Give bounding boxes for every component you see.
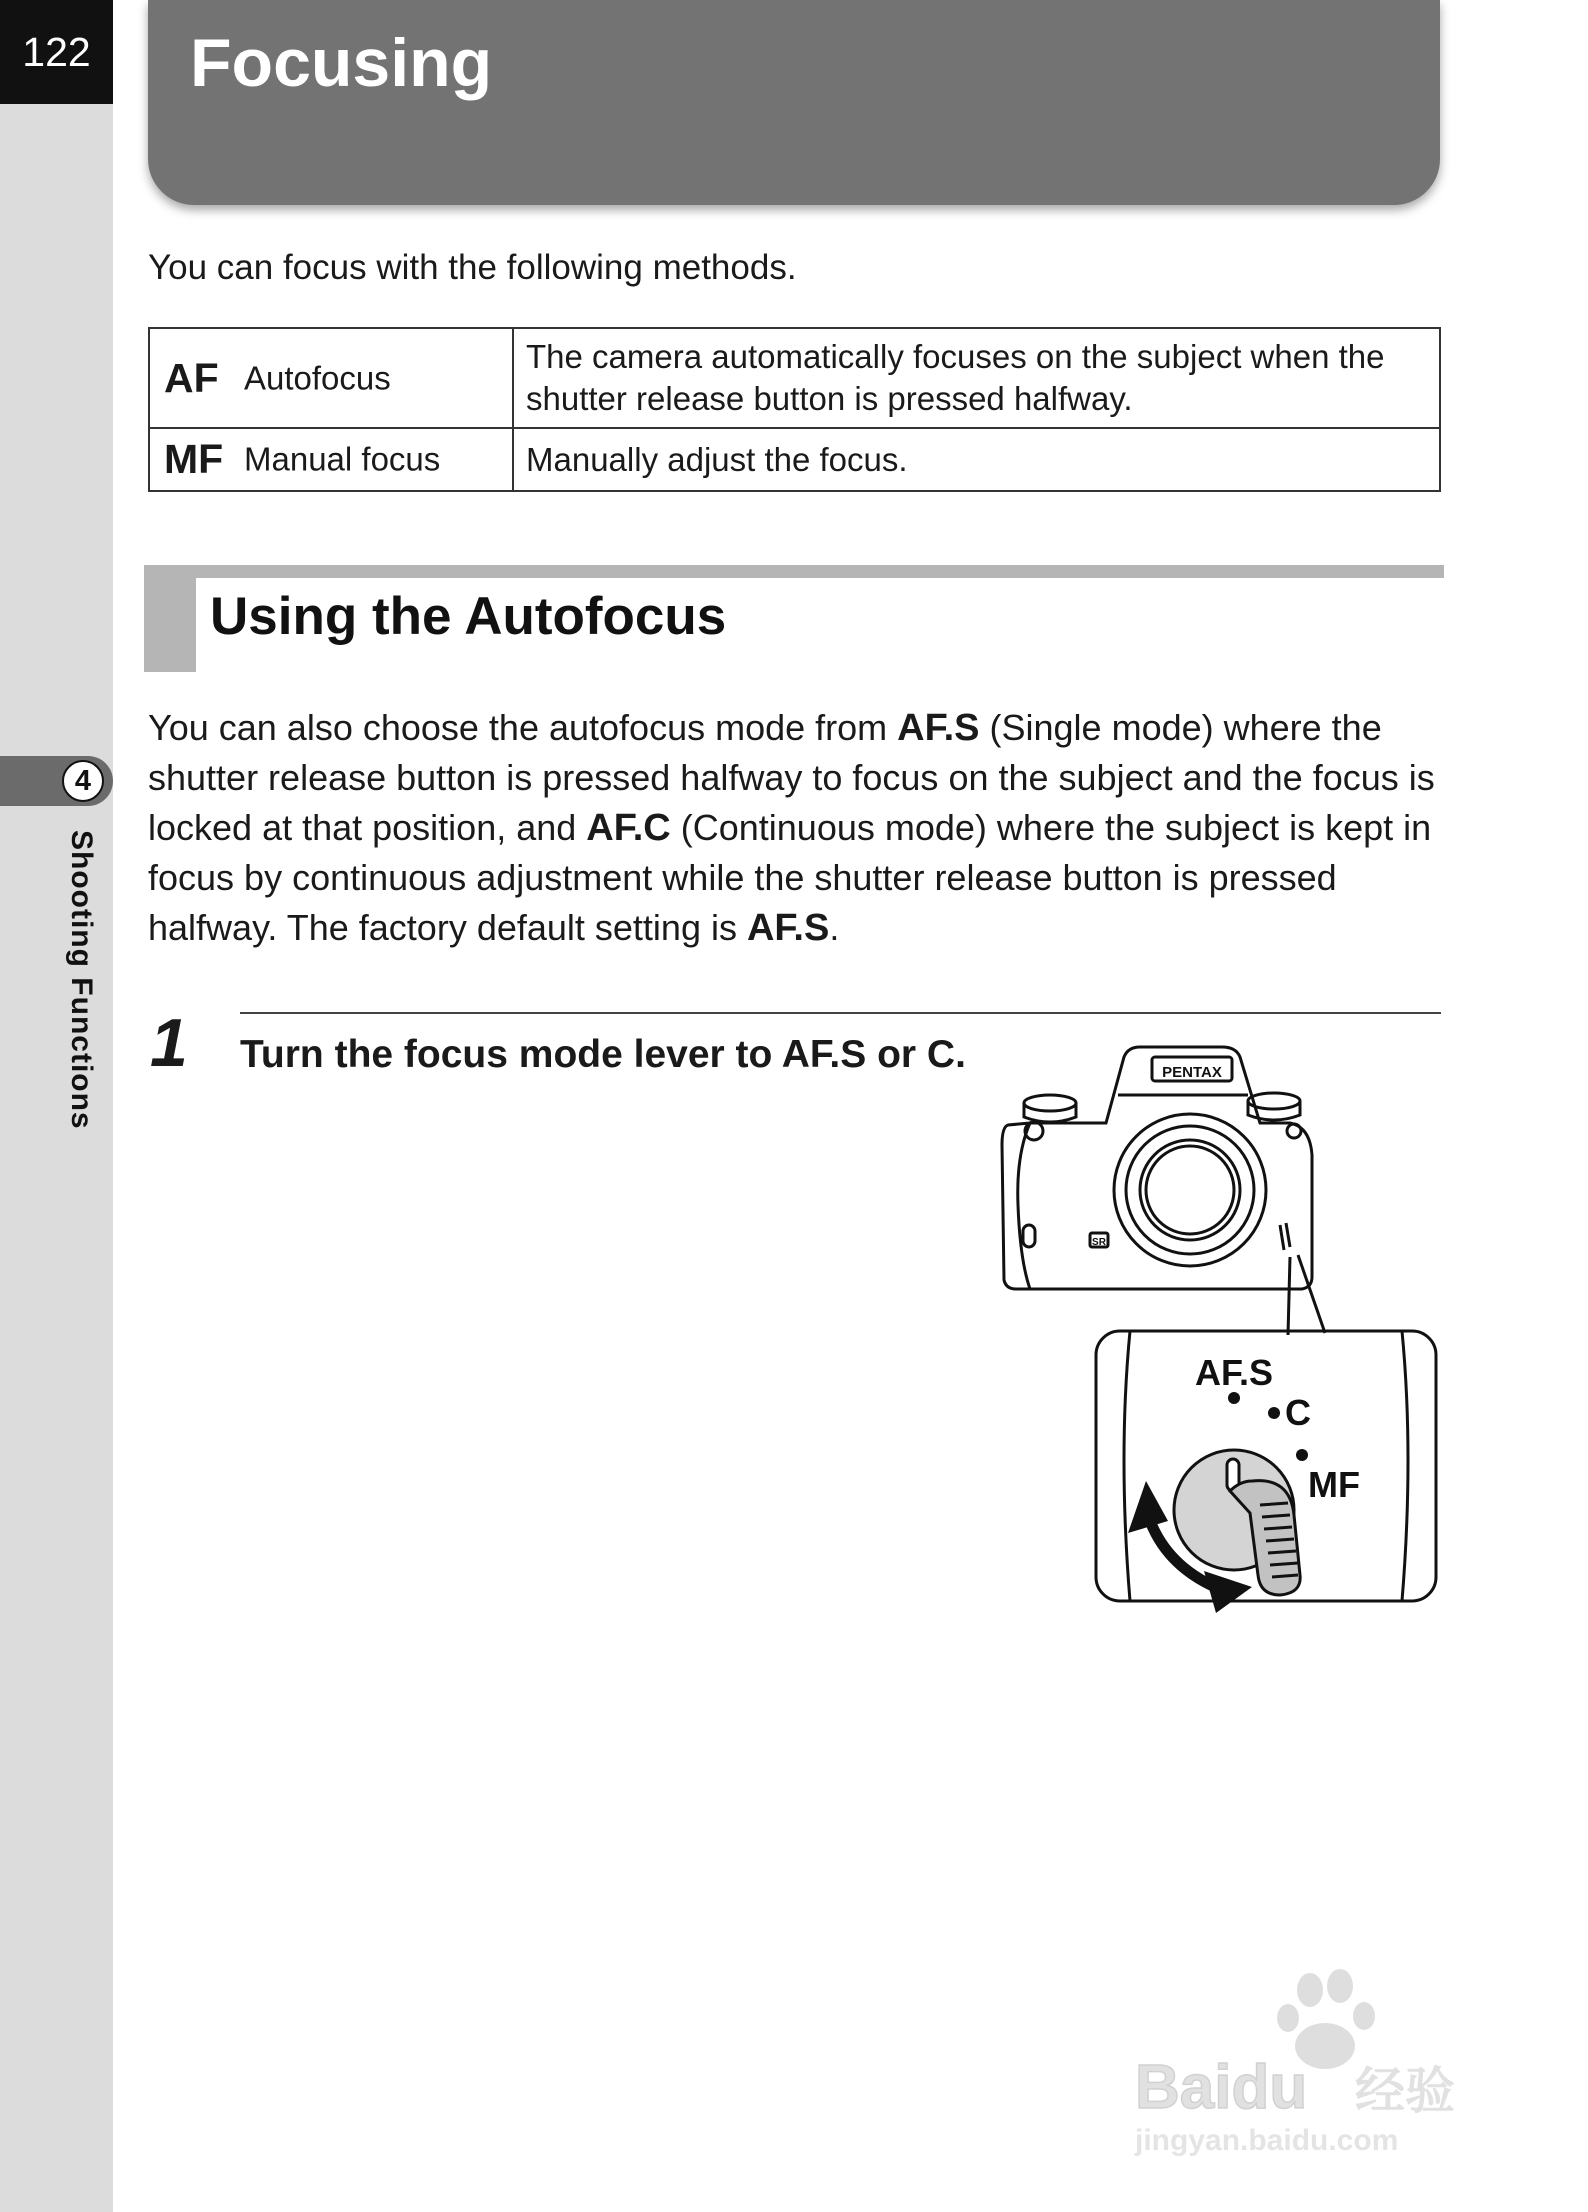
step-text-part: or	[866, 1033, 927, 1076]
page-number: 122	[0, 0, 113, 104]
page-title: Focusing	[190, 25, 493, 101]
af-icon: AF	[164, 354, 219, 401]
step-afs-label: AF.S	[781, 1033, 867, 1076]
step-text-part: .	[955, 1033, 966, 1076]
watermark-brand: Baidu	[1135, 2053, 1308, 2122]
paragraph-text: You can also choose the autofocus mode from	[148, 707, 898, 748]
mf-icon: MF	[164, 436, 224, 482]
method-cell	[149, 328, 513, 428]
brand-logo: PENTAX	[1162, 1064, 1222, 1081]
watermark-cn: 经验	[1355, 2062, 1455, 2120]
paragraph-text: (Continuous mode) where the subject is kept in focus by continuous adjustment while the shutter release button is pressed halfway. The factory default setting is	[148, 807, 1432, 948]
step-c-label: C	[926, 1033, 956, 1076]
afs-default-label: AF.S	[746, 907, 830, 949]
section-title: Using the Autofocus	[210, 587, 727, 646]
table-row	[149, 328, 1440, 428]
paragraph-text: .	[829, 907, 840, 948]
autofocus-paragraph	[148, 703, 1448, 953]
chapter-number: 4	[62, 760, 104, 802]
afs-mode-label: AF.S	[897, 707, 980, 749]
camera-illustration	[990, 1035, 1450, 1615]
sr-badge: SR	[1092, 1237, 1106, 1248]
lever-label-mf: MF	[1308, 1464, 1360, 1505]
lever-label-c: C	[1285, 1392, 1311, 1433]
paragraph-text: (Single mode) where the shutter release button is pressed halfway to focus on the subject and the focus is locked at that position, and	[148, 707, 1435, 848]
step-text-part: Turn the focus mode lever to	[240, 1033, 782, 1076]
lever-label-afs: AF.S	[1195, 1352, 1274, 1393]
focus-methods-table	[148, 327, 1441, 492]
table-row	[149, 428, 1440, 491]
step-instruction	[240, 1028, 970, 1082]
section-header-bar	[144, 565, 1444, 578]
afc-mode-label: AF.C	[586, 807, 671, 849]
section-header-block	[144, 565, 196, 672]
watermark-url: jingyan.baidu.com	[1135, 2124, 1399, 2157]
baidu-watermark	[1115, 1960, 1495, 2160]
method-name: Manual focus	[244, 440, 441, 478]
step-divider	[240, 1012, 1441, 1014]
method-cell	[149, 428, 513, 491]
intro-text: You can focus with the following methods.	[148, 248, 797, 287]
step-number: 1	[150, 1005, 188, 1081]
method-description: The camera automatically focuses on the subject when the shutter release button is pressed halfway.	[513, 328, 1440, 428]
method-description: Manually adjust the focus.	[513, 428, 1440, 491]
chapter-name: Shooting Functions	[65, 830, 98, 1130]
method-name: Autofocus	[244, 359, 391, 396]
